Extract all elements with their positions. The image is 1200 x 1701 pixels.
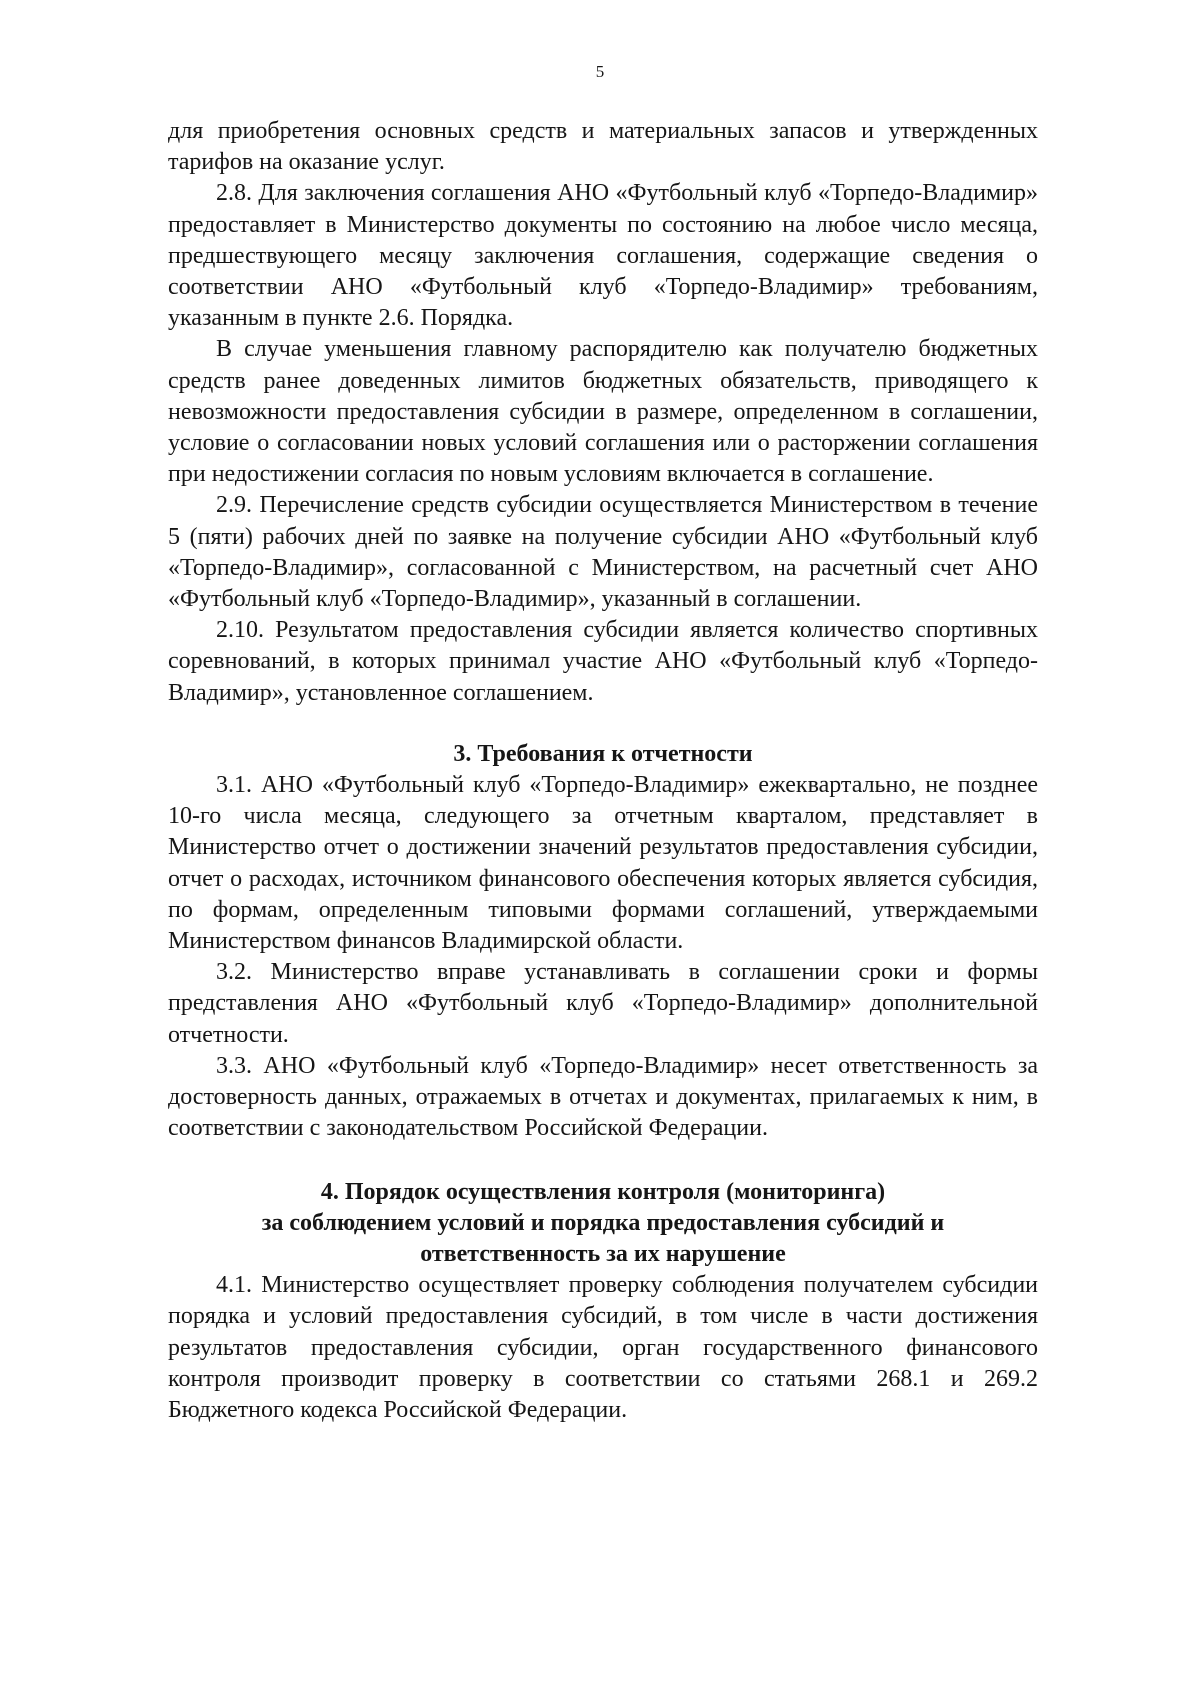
paragraph-3-1: 3.1. АНО «Футбольный клуб «Торпедо-Владимир» ежеквартально, не позднее 10-го числа месяца, следующего за отчетным кварталом, представляет в Министерство отчет о достижении значений результатов предоставления субсидии, отчет о расходах, источником финансового обеспечения которых является субсидия, по формам, определенным типовыми формами соглашений, утверждаемыми Министерством финансов Владимирской области. bbox=[168, 772, 1038, 955]
paragraph-2-10: 2.10. Результатом предоставления субсидии является количество спортивных соревнований, в которых принимал участие АНО «Футбольный клуб «Торпедо-Владимир», установленное соглашением. bbox=[168, 617, 1038, 706]
section-4-heading-line-1: 4. Порядок осуществления контроля (мониторинга) bbox=[320, 1178, 886, 1205]
paragraph-2-8-limits: В случае уменьшения главному распорядителю как получателю бюджетных средств ранее доведенных лимитов бюджетных обязательств, приводящего к невозможности предоставления субсидии в размере, определенном в соглашении, условие о согласовании новых условий соглашения или о расторжении соглашения при недостижении согласия по новым условиям включается в соглашение. bbox=[168, 336, 1038, 488]
page-number: 5 bbox=[595, 62, 605, 81]
section-3-heading: 3. Требования к отчетности bbox=[453, 740, 753, 767]
document-body bbox=[168, 116, 1038, 1426]
paragraph-4-1: 4.1. Министерство осуществляет проверку соблюдения получателем субсидии порядка и условий предоставления субсидий, в том числе в части достижения результатов предоставления субсидии, орган государственного финансового контроля производит проверку в соответствии со статьями 268.1 и 269.2 Бюджетного кодекса Российской Федерации. bbox=[168, 1272, 1038, 1423]
paragraph-3-2: 3.2. Министерство вправе устанавливать в соглашении сроки и формы представления АНО «Футбольный клуб «Торпедо-Владимир» дополнительной отчетности. bbox=[168, 959, 1038, 1048]
paragraph-2-9: 2.9. Перечисление средств субсидии осуществляется Министерством в течение 5 (пяти) рабочих дней по заявке на получение субсидии АНО «Футбольный клуб «Торпедо-Владимир», согласованной с Министерством, на расчетный счет АНО «Футбольный клуб «Торпедо-Владимир», указанный в соглашении. bbox=[168, 492, 1038, 613]
paragraph-2-7-continuation: для приобретения основных средств и материальных запасов и утвержденных тарифов на оказание услуг. bbox=[168, 118, 1038, 176]
paragraph-2-8: 2.8. Для заключения соглашения АНО «Футбольный клуб «Торпедо-Владимир» предоставляет в Министерство документы по состоянию на любое число месяца, предшествующего месяцу заключения соглашения, содержащие сведения о соответствии АНО «Футбольный клуб «Торпедо-Владимир» требованиям, указанным в пункте 2.6. Порядка. bbox=[168, 180, 1038, 332]
paragraph-3-3: 3.3. АНО «Футбольный клуб «Торпедо-Владимир» несет ответственность за достоверность данных, отражаемых в отчетах и документах, прилагаемых к ним, в соответствии с законодательством Российской Федерации. bbox=[168, 1052, 1038, 1142]
section-4-heading bbox=[168, 1177, 1038, 1271]
section-spacer bbox=[168, 1145, 1038, 1177]
section-spacer bbox=[168, 709, 1038, 739]
section-4-heading-line-3: ответственность за их нарушение bbox=[420, 1240, 786, 1267]
section-4-heading-line-2: за соблюдением условий и порядка предоставления субсидий и bbox=[261, 1209, 945, 1236]
